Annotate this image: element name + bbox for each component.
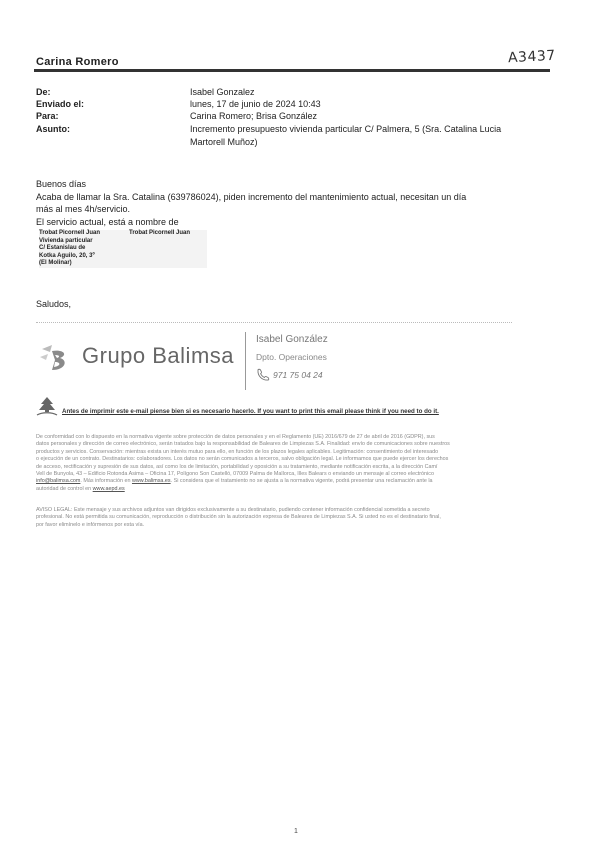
balimsa-logo-icon [38, 343, 72, 373]
table-cell: Vivienda particular [39, 237, 93, 244]
sent-label: Enviado el: [36, 99, 85, 109]
subject-line-1: Incremento presupuesto vivienda particular C/ Palmera, 5 (Sra. Catalina Lucia [190, 124, 502, 134]
privacy-line: o ejecución de un contrato. Destinatarios: colaboradores. Los datos no serán comunicados a terceros, salvo obligación legal. Le informamos que puede ejercer los derechos [36, 456, 449, 463]
legal-notice [36, 507, 536, 529]
eco-print-notice: Antes de imprimir este e-mail piense bien si es necesario hacerlo. If you want to print this email please think if you need to do it. [62, 408, 439, 415]
privacy-line: datos personales y dirección de correo electrónico, serán tratados bajo la responsabilidad de Baleares de Limpiezas S.A. Finalidad: envío de comunicaciones sobre nuestros [36, 441, 450, 448]
company-logo-text: Grupo Balimsa [82, 343, 235, 368]
aepd-link[interactable]: www.aepd.es [92, 485, 125, 492]
privacy-line: Vell de Bunyola, 43 – Edificio Rotonda Asima – Oficina 17, Polígono Son Castelló, 07009 Palma de Mallorca, Illes Balears o enviando un mensaje al correo electrónico [36, 471, 434, 478]
privacy-line [36, 478, 536, 485]
closing: Saludos, [36, 299, 72, 309]
table-cell: Kotka Aguilo, 20, 3º [39, 252, 95, 259]
privacy-line [36, 486, 536, 493]
sent-value: lunes, 17 de junio de 2024 10:43 [190, 99, 321, 109]
to-value: Carina Romero; Brisa González [190, 111, 318, 121]
subject-label: Asunto: [36, 124, 70, 134]
privacy-text: . Más información en [80, 478, 131, 485]
to-label: Para: [36, 111, 59, 121]
privacy-line: productos y servicios. Conservación: mientras exista un interés mutuo para ello, en función de los plazos legales aplicables. Legitimación: consentimiento del interesado [36, 448, 439, 455]
signature-department: Dpto. Operaciones [256, 352, 327, 362]
signature-name: Isabel González [256, 334, 328, 345]
table-cell: C/ Estanislau de [39, 245, 86, 251]
body-para1-line2: más al mes 4h/servicio. [36, 204, 131, 214]
greeting: Buenos días [36, 179, 87, 189]
legal-line: profesional. No está permitida su comunicación, reproducción o distribución sin la autorización expresa de Baleares de Limpiezas S.A. Si usted no es el destinatario final, [36, 514, 441, 521]
legal-line: por favor elimínelo e infórmenos por esta vía. [36, 521, 145, 528]
header-rule [34, 69, 550, 72]
handwritten-stamp: A3437 [507, 47, 557, 67]
privacy-text: . Si considera que el tratamiento no se ajusta a la normativa vigente, podrá presentar una reclamación ante la [170, 478, 433, 485]
legal-line: AVISO LEGAL: Este mensaje y sus archivos adjuntos van dirigidos exclusivamente a su destinatario, pudiendo contener información confidencial sometida a secreto [36, 507, 430, 513]
signature-phone: 971 75 04 24 [273, 370, 323, 380]
page-number: 1 [294, 828, 298, 835]
tree-icon [36, 396, 58, 418]
privacy-notice [36, 434, 536, 493]
subject-line-2: Martorell Muñoz) [190, 137, 258, 147]
signature-separator [245, 332, 246, 390]
table-cell: Trobat Picornell Juan [129, 230, 191, 236]
embedded-client-table [39, 230, 207, 268]
from-value: Isabel Gonzalez [190, 87, 255, 97]
from-label: De: [36, 87, 51, 97]
body-para2: El servicio actual, está a nombre de [36, 217, 179, 227]
owner-name: Carina Romero [36, 56, 119, 68]
phone-icon [256, 368, 270, 382]
privacy-email-link[interactable]: info@balimsa.com [36, 478, 81, 485]
privacy-text: autoridad de control en [36, 485, 92, 492]
company-site-link[interactable]: www.balimsa.es [131, 478, 171, 485]
signature-divider [36, 322, 512, 323]
table-cell: (El Molinar) [39, 260, 72, 266]
table-cell: Trobat Picornell Juan [39, 230, 101, 236]
body-para1-line1: Acaba de llamar la Sra. Catalina (639786024), piden incremento del mantenimiento actual, necesitan un día [36, 192, 467, 202]
privacy-line: de acceso, rectificación y supresión de sus datos, así como los de limitación, portabilidad y oposición a su tratamiento, mediante notificación escrita, a la dirección Camí [36, 463, 438, 470]
privacy-line: De conformidad con lo dispuesto en la normativa vigente sobre protección de datos personales y en el Reglamento (UE) 2016/679 de 27 de abril de 2016 (GDPR), sus [36, 434, 435, 440]
